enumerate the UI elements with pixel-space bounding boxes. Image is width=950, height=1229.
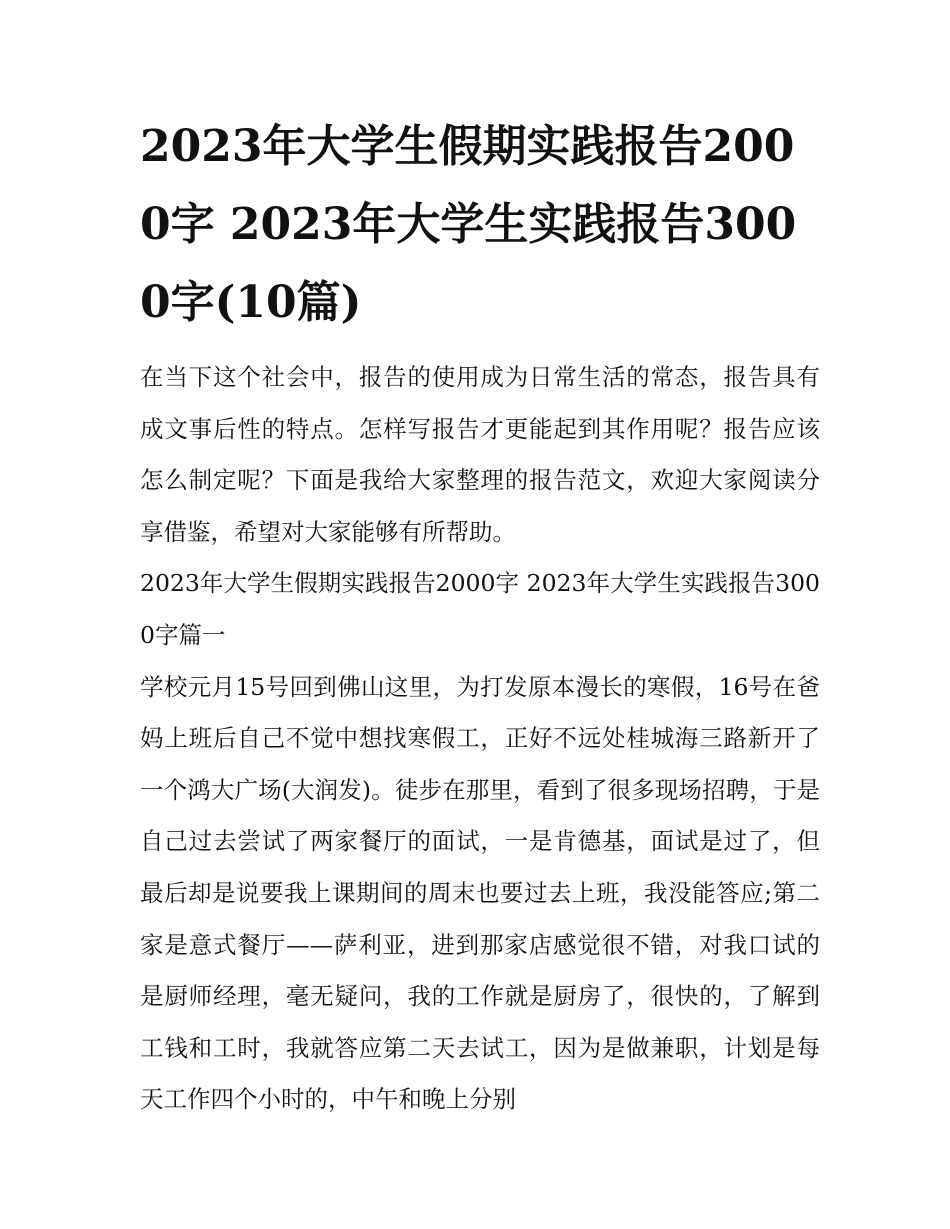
body-paragraph: 学校元月15号回到佛山这里，为打发原本漫长的寒假，16号在爸妈上班后自己不觉中想找寒假工，正好不远处桂城海三路新开了一个鸿大广场(大润发)。徒步在那里，看到了很多现场招聘，于是自己过去尝试了两家餐厅的面试，一是肯德基，面试是过了，但最后却是说要我上课期间的周末也要过去上班，我没能答应;第二家是意式餐厅——萨利亚，进到那家店感觉很不错，对我口试的是厨师经理，毫无疑问，我的工作就是厨房了，很快的，了解到工钱和工时，我就答应第二天去试工，因为是做兼职，计划是每天工作四个小时的，中午和晚上分别 — [140, 672, 820, 1114]
intro-paragraph: 在当下这个社会中，报告的使用成为日常生活的常态，报告具有成文事后性的特点。怎样写报告才更能起到其作用呢？报告应该怎么制定呢？下面是我给大家整理的报告范文，欢迎大家阅读分享借鉴，希望对大家能够有所帮助。 — [140, 363, 820, 546]
document-page — [140, 108, 820, 1126]
section-heading: 2023年大学生假期实践报告2000字 2023年大学生实践报告3000字篇一 — [140, 569, 820, 649]
document-title: 2023年大学生假期实践报告2000字 2023年大学生实践报告3000字(10篇) — [140, 121, 797, 328]
